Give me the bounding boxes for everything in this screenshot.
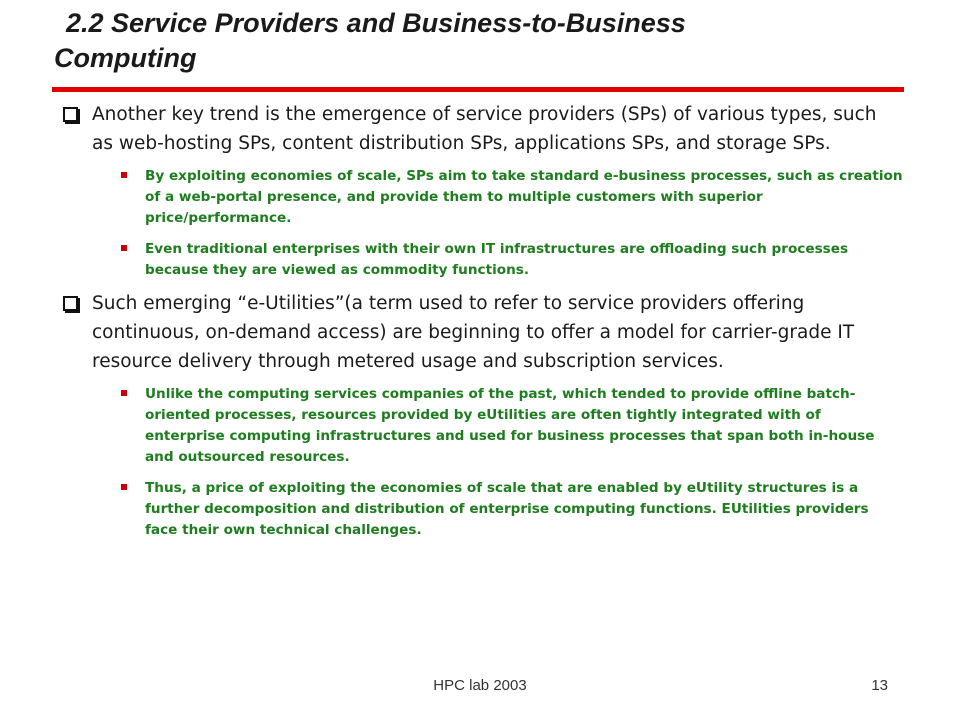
red-square-bullet-icon: [121, 172, 127, 178]
sub-bullet-text: By exploiting economies of scale, SPs aim to take standard e-business processes, such as creation of a web-portal presence, and provide them to multiple customers with superior price/performance.: [145, 168, 903, 226]
square-bullet-icon: [63, 296, 78, 311]
red-square-bullet-icon: [121, 245, 127, 251]
red-square-bullet-icon: [121, 484, 127, 490]
sub-bullet-text: Thus, a price of exploiting the economies of scale that are enabled by eUtility structures is a further decomposition and distribution of enterprise computing functions. EUtilities providers face their own technical challenges.: [145, 480, 869, 538]
slide-title: [54, 6, 914, 76]
page-number: 13: [871, 677, 888, 694]
sub-bullet-item: [145, 478, 905, 541]
bullet-item: [92, 289, 898, 376]
footer-label: HPC lab 2003: [433, 677, 527, 694]
sub-bullet-text: Even traditional enterprises with their own IT infrastructures are offloading such processes because they are viewed as commodity functions.: [145, 241, 849, 278]
slide-title-line-2: Computing: [54, 43, 197, 73]
slide-title-line-1: 2.2 Service Providers and Business-to-Business: [66, 8, 686, 38]
sub-bullet-text: Unlike the computing services companies of the past, which tended to provide offline batch-oriented processes, resources provided by eUtilities are often tightly integrated with of enterprise computing infrastructures and used for business processes that span both in-house and outsourced resources.: [145, 386, 875, 465]
bullet-text: Another key trend is the emergence of service providers (SPs) of various types, such as web-hosting SPs, content distribution SPs, applications SPs, and storage SPs.: [92, 104, 877, 154]
sub-bullet-item: [145, 166, 905, 229]
sub-bullet-item: [145, 384, 905, 468]
bullet-text: Such emerging “e-Utilities”(a term used to refer to service providers offering continuous, on-demand access) are beginning to offer a model for carrier-grade IT resource delivery through metered usage and subscription services.: [92, 293, 855, 372]
slide-content: [0, 100, 960, 541]
title-divider: [52, 87, 904, 92]
sub-bullet-item: [145, 239, 905, 281]
red-square-bullet-icon: [121, 390, 127, 396]
square-bullet-icon: [63, 107, 78, 122]
bullet-item: [92, 100, 898, 158]
